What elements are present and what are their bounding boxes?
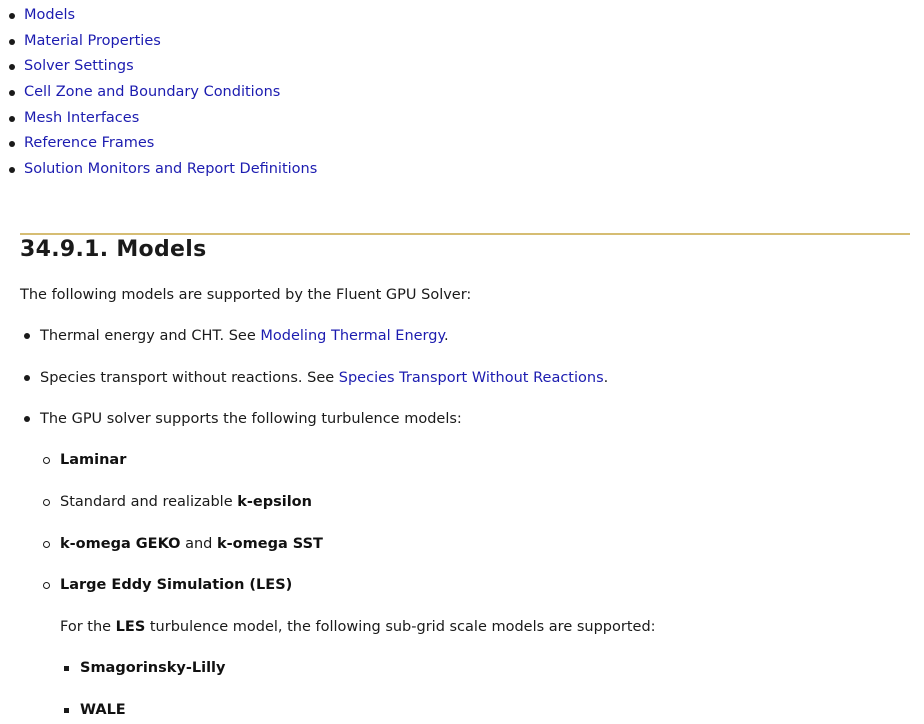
les-note-suffix: turbulence model, the following sub-grid scale models are supported: (145, 619, 656, 635)
turbulence-komega (60, 534, 323, 554)
subgrid-wale (80, 700, 126, 720)
les-note-prefix: For the (60, 619, 116, 635)
subgrid-smagorinsky (80, 658, 225, 678)
bullet-marker (24, 375, 30, 381)
toc-link-models[interactable]: Models (24, 7, 76, 23)
wale-label: WALE (80, 702, 126, 718)
sub-bullet-marker (43, 457, 50, 464)
bullet-thermal-end: . (443, 328, 449, 344)
sub-bullet-marker (43, 499, 50, 506)
toc-link-solver-settings[interactable]: Solver Settings (24, 58, 134, 75)
bullet-marker (24, 333, 30, 339)
turbulence-laminar (60, 450, 126, 470)
toc-link-material-properties[interactable]: Material Properties (24, 32, 161, 49)
kepsilon-label: k-epsilon (237, 494, 312, 510)
kepsilon-prefix: Standard and realizable (60, 494, 238, 510)
turbulence-kepsilon (60, 492, 312, 512)
toc-item-solution-monitors[interactable] (24, 157, 317, 183)
toc-item-solver-settings[interactable] (24, 54, 317, 80)
bullet-marker (24, 416, 30, 422)
section-intro: The following models are supported by the Fluent GPU Solver: (20, 287, 472, 303)
toc-link-solution-monitors[interactable]: Solution Monitors and Report Definitions (24, 161, 318, 178)
bullet-species-end: . (603, 370, 609, 386)
turbulence-les (60, 575, 292, 595)
bullet-species-text: Species transport without reactions. See (40, 370, 339, 386)
smagorinsky-label: Smagorinsky-Lilly (80, 660, 226, 676)
geko-label: k-omega GEKO (60, 536, 181, 552)
section-divider (20, 233, 910, 235)
bullet-turbulence: The GPU solver supports the following turbulence models: (40, 411, 462, 427)
toc-item-models[interactable] (24, 3, 317, 29)
les-label: Large Eddy Simulation (LES) (60, 577, 293, 593)
bullet-thermal-text: Thermal energy and CHT. See (40, 328, 261, 344)
toc-link-mesh-interfaces[interactable]: Mesh Interfaces (24, 109, 140, 126)
laminar-label: Laminar (60, 452, 127, 468)
section-title: 34.9.1. Models (20, 237, 207, 262)
and-word: and (180, 536, 217, 552)
toc-item-material-properties[interactable] (24, 29, 317, 55)
link-species-transport[interactable]: Species Transport Without Reactions (338, 370, 604, 386)
bullet-species (40, 368, 608, 388)
subgrid-bullet-marker (64, 666, 69, 671)
toc-item-mesh-interfaces[interactable] (24, 106, 317, 132)
sub-bullet-marker (43, 582, 50, 589)
les-note (60, 617, 656, 637)
toc-item-cell-zone[interactable] (24, 80, 317, 106)
link-modeling-thermal-energy[interactable]: Modeling Thermal Energy (260, 328, 444, 344)
subgrid-bullet-marker (64, 708, 69, 713)
toc-link-reference-frames[interactable]: Reference Frames (24, 135, 155, 152)
sst-label: k-omega SST (217, 536, 323, 552)
les-note-bold: LES (115, 619, 146, 635)
toc-list (24, 3, 317, 183)
sub-bullet-marker (43, 541, 50, 548)
bullet-thermal (40, 326, 449, 346)
toc-link-cell-zone[interactable]: Cell Zone and Boundary Conditions (24, 84, 281, 101)
toc-item-reference-frames[interactable] (24, 131, 317, 157)
